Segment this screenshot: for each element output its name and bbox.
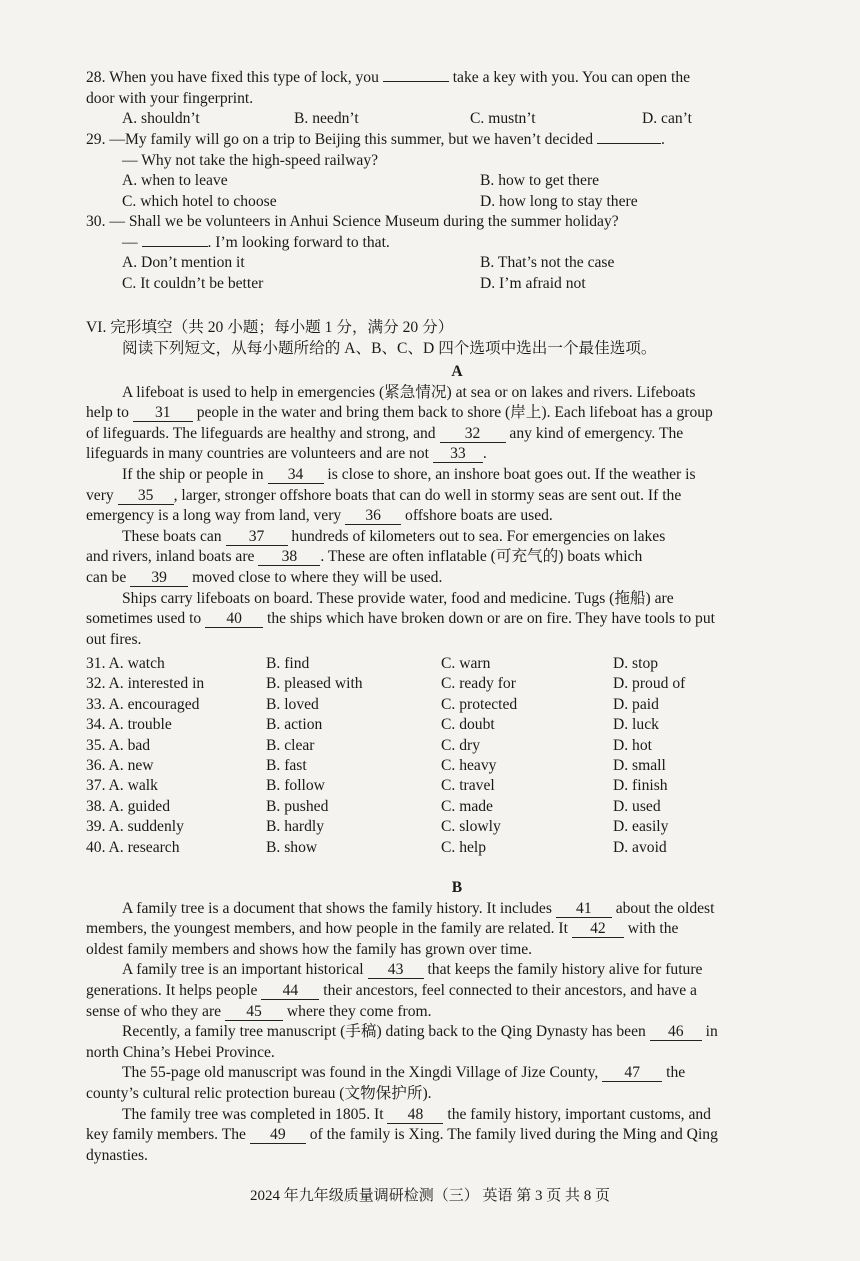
option-c: C. travel (441, 777, 495, 795)
option-a: A. Don’t mention it (122, 254, 245, 272)
option-b: B. fast (266, 756, 307, 774)
option-d: D. used (613, 797, 661, 815)
option-row-37 (86, 776, 828, 796)
blank-33: 33 (433, 445, 483, 463)
blank-40: 40 (205, 610, 263, 628)
question-text: door with your fingerprint. (86, 89, 254, 107)
passage-text: These boats can (122, 527, 222, 545)
blank-43: 43 (368, 961, 424, 979)
option-d: D. proud of (613, 675, 686, 693)
passage-a (86, 362, 828, 650)
option-c: C. made (441, 797, 493, 815)
passage-text: of the family is Xing. The family lived during the Ming and Qing (309, 1126, 718, 1144)
option-a: 38. A. guided (86, 797, 171, 815)
passage-text: sense of who they are (86, 1002, 222, 1020)
option-b: B. show (266, 838, 318, 856)
option-d: D. can’t (642, 110, 692, 128)
answer-blank (142, 246, 208, 247)
passage-text: where they come from. (286, 1002, 432, 1020)
option-a: 35. A. bad (86, 736, 151, 754)
passage-text: A family tree is an important historical (122, 961, 364, 979)
option-b: B. follow (266, 777, 325, 795)
passage-text: lifeguards in many countries are volunteers and are not (86, 445, 429, 463)
option-c: C. ready for (441, 675, 516, 693)
option-row-32 (86, 674, 828, 694)
option-a: 39. A. suddenly (86, 818, 184, 836)
passage-text: the (666, 1064, 686, 1082)
option-b: B. clear (266, 736, 315, 754)
section-title: VI. 完形填空（共 20 小题；每小题 1 分，满分 20 分） (86, 319, 454, 336)
section-header (86, 318, 828, 359)
passage-text: oldest family members and shows how the family has grown over time. (86, 940, 533, 958)
passage-text: The 55-page old manuscript was found in the Xingdi Village of Jize County, (122, 1064, 599, 1082)
passage-text: about the oldest (615, 899, 715, 917)
option-d: D. easily (613, 818, 669, 836)
question-text: 30. — Shall we be volunteers in Anhui Science Museum during the summer holiday? (86, 213, 619, 230)
option-a: 31. A. watch (86, 655, 165, 672)
passage-text: any kind of emergency. The (509, 424, 684, 442)
section-instruction: 阅读下列短文，从每小题所给的 A、B、C、D 四个选项中选出一个最佳选项。 (122, 339, 657, 357)
question-29 (86, 130, 828, 212)
passage-text: can be (86, 568, 127, 586)
option-a: A. when to leave (122, 172, 228, 190)
blank-37: 37 (226, 528, 288, 546)
passage-text: key family members. The (86, 1126, 246, 1144)
option-b: B. hardly (266, 818, 325, 836)
passage-text: county’s cultural relic protection bureau (文物保护所). (86, 1084, 432, 1102)
option-b: B. how to get there (480, 172, 600, 190)
option-a: 33. A. encouraged (86, 695, 200, 713)
passage-text: Ships carry lifeboats on board. These provide water, food and medicine. Tugs (拖船) are (122, 589, 674, 607)
answer-blank (383, 81, 449, 82)
passage-text: offshore boats are used. (405, 507, 553, 525)
option-a: 32. A. interested in (86, 675, 205, 693)
passage-text: . (482, 445, 487, 463)
answer-blank (597, 143, 661, 144)
passage-text: north China’s Hebei Province. (86, 1043, 275, 1061)
option-b: B. needn’t (294, 110, 359, 128)
passage-text: of lifeguards. The lifeguards are healthy and strong, and (86, 424, 436, 442)
option-d: D. hot (613, 736, 652, 754)
question-text: . I’m looking forward to that. (207, 233, 390, 251)
option-d: D. luck (613, 716, 659, 734)
option-d: D. paid (613, 695, 659, 713)
passage-text: and rivers, inland boats are (86, 548, 255, 566)
blank-45: 45 (225, 1003, 283, 1021)
passage-text: emergency is a long way from land, very (86, 507, 342, 525)
blank-42: 42 (572, 920, 624, 938)
option-c: C. mustn’t (470, 110, 536, 128)
option-d: D. small (613, 756, 666, 774)
blank-48: 48 (387, 1106, 443, 1124)
option-row-34 (86, 715, 828, 735)
passage-text: members, the youngest members, and how people in the family are related. It (86, 920, 568, 938)
passage-text: the family history, important customs, and (447, 1105, 711, 1123)
passage-text: A family tree is a document that shows the family history. It includes (122, 899, 552, 917)
option-row-39 (86, 817, 828, 837)
page-footer: 2024 年九年级质量调研检测（三） 英语 第 3 页 共 8 页 (249, 1188, 610, 1204)
passage-text: . These are often inflatable (可充气的) boats which (320, 548, 643, 566)
passage-text: their ancestors, feel connected to their ancestors, and have a (323, 981, 697, 999)
option-c: C. slowly (441, 818, 501, 836)
option-a: 34. A. trouble (86, 716, 172, 734)
blank-32: 32 (440, 425, 506, 443)
option-row-35 (86, 736, 828, 756)
option-a: 40. A. research (86, 838, 180, 856)
blank-46: 46 (650, 1023, 702, 1041)
option-c: C. help (441, 838, 487, 856)
option-b: B. pushed (266, 797, 329, 815)
blank-47: 47 (602, 1064, 662, 1082)
question-text: — (122, 233, 138, 251)
option-row-33 (86, 695, 828, 715)
option-c: C. warn (441, 655, 491, 672)
blank-39: 39 (130, 569, 188, 587)
option-a: 37. A. walk (86, 777, 158, 795)
passage-text: A lifeboat is used to help in emergencies (紧急情况) at sea or on lakes and rivers. Lifeboats (122, 383, 696, 401)
passage-text: generations. It helps people (86, 981, 258, 999)
passage-text: , larger, stronger offshore boats that can do well in stormy seas are sent out. If the (173, 486, 682, 504)
question-30 (86, 212, 828, 294)
option-c: C. heavy (441, 756, 497, 774)
option-row-31 (86, 654, 828, 674)
passage-text: in (705, 1023, 718, 1041)
option-b: B. action (266, 716, 323, 734)
passage-b (86, 878, 828, 1166)
passage-text: moved close to where they will be used. (192, 568, 443, 586)
passage-text: dynasties. (86, 1146, 148, 1164)
option-row-36 (86, 756, 828, 776)
option-d: D. I’m afraid not (480, 274, 586, 292)
question-text: — Why not take the high-speed railway? (122, 151, 379, 169)
blank-34: 34 (268, 466, 324, 484)
question-text: . (661, 131, 665, 148)
passage-text: people in the water and bring them back to shore (岸上). Each lifeboat has a group (196, 404, 713, 422)
option-a: A. shouldn’t (122, 110, 200, 128)
blank-38: 38 (258, 548, 320, 566)
passage-text: out fires. (86, 630, 142, 648)
option-c: C. which hotel to choose (122, 192, 277, 210)
option-d: D. avoid (613, 838, 667, 856)
blank-35: 35 (118, 487, 174, 505)
passage-text: sometimes used to (86, 610, 202, 628)
passage-text: very (86, 486, 114, 504)
option-b: B. find (266, 655, 310, 672)
option-b: B. pleased with (266, 675, 363, 693)
option-b: B. That’s not the case (480, 254, 615, 272)
passage-text: is close to shore, an inshore boat goes out. If the weather is (327, 465, 696, 483)
option-row-40 (86, 838, 828, 858)
question-text: 29. —My family will go on a trip to Beijing this summer, but we haven’t decided (86, 131, 594, 148)
blank-44: 44 (261, 982, 319, 1000)
passage-text: The family tree was completed in 1805. It (122, 1105, 384, 1123)
blank-49: 49 (250, 1126, 306, 1144)
passage-label: B (451, 879, 463, 896)
question-text: 28. When you have fixed this type of lock, you (86, 69, 379, 86)
passage-text: If the ship or people in (122, 465, 264, 483)
passage-text: hundreds of kilometers out to sea. For emergencies on lakes (291, 527, 666, 545)
option-c: C. doubt (441, 716, 495, 734)
option-d: D. finish (613, 777, 668, 795)
option-c: C. dry (441, 736, 480, 754)
option-c: C. protected (441, 695, 518, 713)
question-text: take a key with you. You can open the (452, 69, 691, 86)
passage-text: help to (86, 404, 129, 422)
option-row-38 (86, 797, 828, 817)
option-b: B. loved (266, 695, 319, 713)
blank-36: 36 (345, 507, 401, 525)
option-d: D. stop (613, 655, 659, 672)
blank-31: 31 (133, 404, 193, 422)
blank-41: 41 (556, 900, 612, 918)
question-28 (86, 68, 828, 130)
passage-text: with the (627, 920, 679, 938)
option-a: 36. A. new (86, 756, 154, 774)
option-c: C. It couldn’t be better (122, 274, 264, 292)
options-31-40 (86, 654, 828, 858)
option-d: D. how long to stay there (480, 192, 638, 210)
passage-text: the ships which have broken down or are on fire. They have tools to put (267, 610, 715, 628)
passage-label: A (451, 363, 463, 380)
passage-text: that keeps the family history alive for future (427, 961, 703, 979)
passage-text: Recently, a family tree manuscript (手稿) dating back to the Qing Dynasty has been (122, 1023, 646, 1041)
